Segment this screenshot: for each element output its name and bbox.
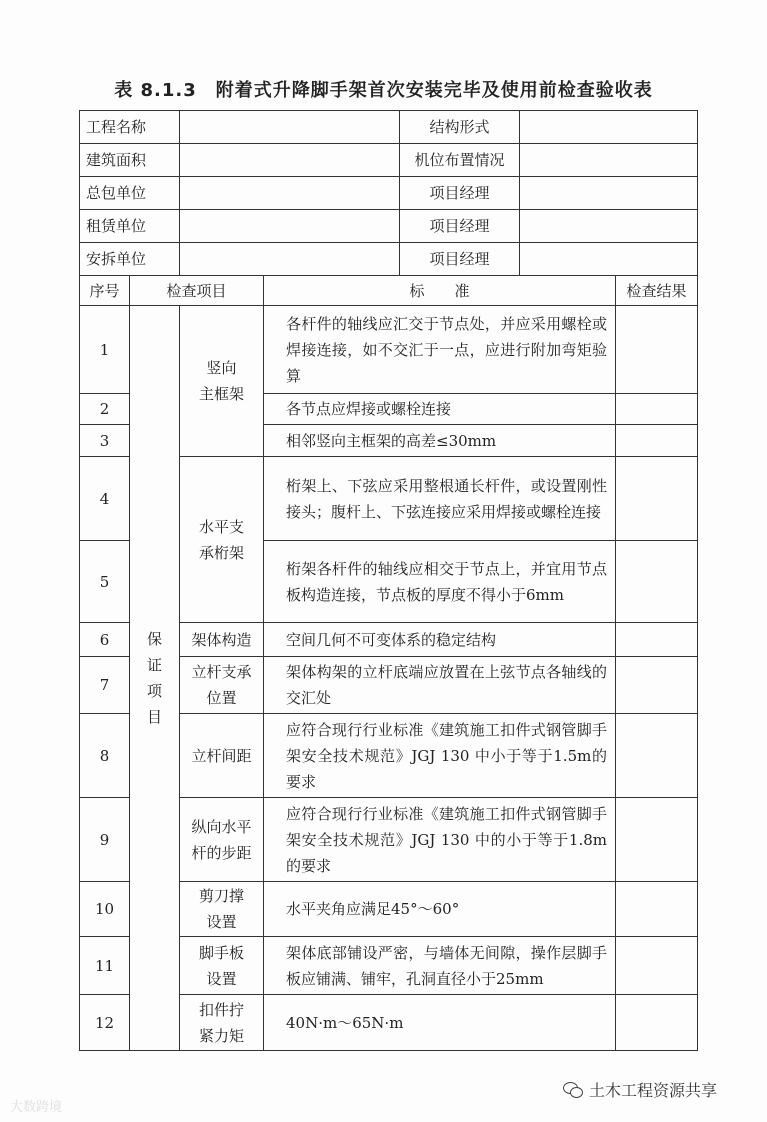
standard-text: 架体底部铺设严密，与墙体无间隙，操作层脚手板应铺满、铺牢，孔洞直径小于25mm (264, 937, 616, 995)
chat-bubble-icon (563, 1082, 583, 1098)
category-char: 项 (147, 682, 163, 700)
sub-item: 扣件拧 紧力矩 (180, 995, 264, 1051)
result-cell[interactable] (616, 798, 698, 882)
watermark-source (563, 1078, 717, 1101)
info-row (80, 177, 698, 210)
info-right-value[interactable] (520, 177, 698, 210)
info-left-label: 工程名称 (80, 111, 180, 144)
sub-item: 架体构造 (180, 623, 264, 657)
sub-item: 立杆间距 (180, 714, 264, 798)
row-number: 11 (80, 937, 130, 995)
watermark-source-text: 土木工程资源共享 (589, 1081, 718, 1100)
info-left-label: 总包单位 (80, 177, 180, 210)
category-char: 目 (147, 708, 163, 726)
standard-text: 水平夹角应满足45°～60° (264, 882, 616, 937)
row-number: 2 (80, 394, 130, 425)
inspection-table (79, 110, 698, 1051)
category-char: 证 (147, 656, 163, 674)
info-left-value[interactable] (180, 177, 400, 210)
row-number: 3 (80, 425, 130, 457)
row-number: 10 (80, 882, 130, 937)
result-cell[interactable] (616, 425, 698, 457)
standard-text: 桁架上、下弦应采用整根通长杆件，或设置刚性接头；腹杆上、下弦连接应采用焊接或螺栓连接 (264, 457, 616, 541)
row-number: 4 (80, 457, 130, 541)
sub-item: 立杆支承 位置 (180, 657, 264, 714)
info-right-label: 机位布置情况 (400, 144, 520, 177)
standard-text: 应符合现行行业标准《建筑施工扣件式钢管脚手架安全技术规范》JGJ 130 中小于等于1.5m的要求 (264, 714, 616, 798)
category-cell (130, 306, 180, 1051)
standard-text: 40N·m～65N·m (264, 995, 616, 1051)
row-number: 7 (80, 657, 130, 714)
info-right-value[interactable] (520, 111, 698, 144)
standard-text: 相邻竖向主框架的高差≤30mm (264, 425, 616, 457)
standard-text: 桁架各杆件的轴线应相交于节点上，并宜用节点板构造连接，节点板的厚度不得小于6mm (264, 541, 616, 623)
row-number: 1 (80, 306, 130, 394)
info-right-label: 项目经理 (400, 210, 520, 243)
header-seq: 序号 (80, 276, 130, 306)
info-left-label: 租赁单位 (80, 210, 180, 243)
sub-item: 纵向水平 杆的步距 (180, 798, 264, 882)
sub-item: 水平支 承桁架 (180, 457, 264, 623)
result-cell[interactable] (616, 306, 698, 394)
header-item: 检查项目 (130, 276, 264, 306)
header-standard: 标 准 (264, 276, 616, 306)
result-cell[interactable] (616, 623, 698, 657)
result-cell[interactable] (616, 882, 698, 937)
row-number: 9 (80, 798, 130, 882)
standard-text: 应符合现行行业标准《建筑施工扣件式钢管脚手架安全技术规范》JGJ 130 中的小于等于1.8m的要求 (264, 798, 616, 882)
sub-item: 剪刀撑 设置 (180, 882, 264, 937)
info-row (80, 111, 698, 144)
info-left-value[interactable] (180, 111, 400, 144)
info-right-label: 项目经理 (400, 243, 520, 276)
row-number: 6 (80, 623, 130, 657)
standard-text: 各杆件的轴线应汇交于节点处，并应采用螺栓或焊接连接，如不交汇于一点，应进行附加弯矩验算 (264, 306, 616, 394)
standard-text: 架体构架的立杆底端应放置在上弦节点各轴线的交汇处 (264, 657, 616, 714)
category-char: 保 (147, 630, 163, 648)
result-cell[interactable] (616, 657, 698, 714)
sub-item: 竖向 主框架 (180, 306, 264, 457)
watermark-brand: 大数跨境 (10, 1100, 63, 1115)
info-right-value[interactable] (520, 144, 698, 177)
row-number: 12 (80, 995, 130, 1051)
standard-text: 各节点应焊接或螺栓连接 (264, 394, 616, 425)
header-result: 检查结果 (616, 276, 698, 306)
info-right-value[interactable] (520, 210, 698, 243)
header-row (80, 276, 698, 306)
result-cell[interactable] (616, 995, 698, 1051)
info-right-value[interactable] (520, 243, 698, 276)
info-left-value[interactable] (180, 144, 400, 177)
standard-text: 空间几何不可变体系的稳定结构 (264, 623, 616, 657)
sub-item: 脚手板 设置 (180, 937, 264, 995)
row-number: 8 (80, 714, 130, 798)
info-row (80, 210, 698, 243)
info-left-label: 安拆单位 (80, 243, 180, 276)
info-left-value[interactable] (180, 243, 400, 276)
info-row (80, 144, 698, 177)
info-right-label: 项目经理 (400, 177, 520, 210)
result-cell[interactable] (616, 937, 698, 995)
row-number: 5 (80, 541, 130, 623)
page-title: 表 8.1.3 附着式升降脚手架首次安装完毕及使用前检查验收表 (114, 80, 653, 101)
result-cell[interactable] (616, 457, 698, 541)
info-left-value[interactable] (180, 210, 400, 243)
info-row (80, 243, 698, 276)
result-cell[interactable] (616, 541, 698, 623)
table-row (80, 306, 698, 394)
result-cell[interactable] (616, 714, 698, 798)
info-left-label: 建筑面积 (80, 144, 180, 177)
info-right-label: 结构形式 (400, 111, 520, 144)
result-cell[interactable] (616, 394, 698, 425)
